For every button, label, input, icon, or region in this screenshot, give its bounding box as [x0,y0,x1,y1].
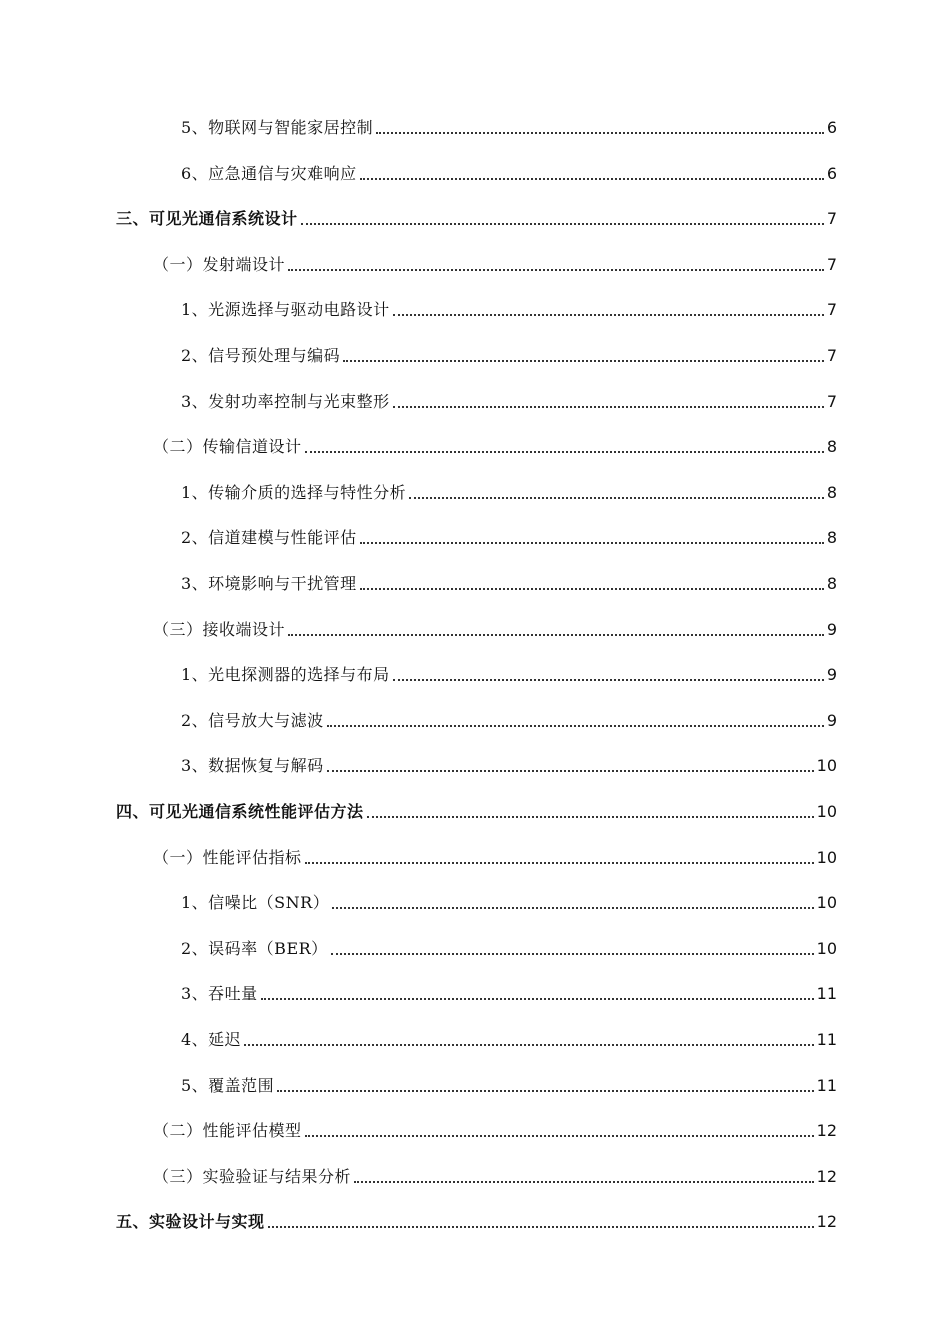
toc-entry-title: 1、信噪比（SNR） [181,893,330,913]
toc-entry-title: 5、物联网与智能家居控制 [181,118,374,137]
toc-entry[interactable] [181,108,837,138]
toc-dot-leader [305,451,824,453]
toc-entry-title: 3、吞吐量 [181,984,258,1004]
toc-entry[interactable] [153,838,837,868]
toc-entry-title: 2、信号放大与滤波 [181,710,324,730]
toc-entry-page-number: 8 [826,437,837,457]
toc-dot-leader [376,132,824,134]
toc-entry-page-number: 8 [826,482,837,502]
toc-dot-leader [360,178,824,180]
toc-entry[interactable] [181,701,837,731]
toc-entry[interactable] [116,199,837,229]
toc-entry-page-number: 7 [826,391,837,411]
toc-dot-leader [332,907,813,909]
toc-dot-leader [327,770,814,772]
toc-entry[interactable] [181,382,837,412]
toc-entry[interactable] [181,1020,837,1050]
toc-entry-page-number: 11 [816,1075,837,1095]
toc-entry[interactable] [181,154,837,184]
toc-entry-title: 6、应急通信与灾难响应 [181,163,357,183]
toc-entry-page-number: 12 [816,1212,837,1232]
toc-entry-title: （二）传输信道设计 [153,437,302,457]
toc-entry-page-number: 9 [826,665,837,685]
toc-dot-leader [268,1226,814,1228]
toc-entry-page-number: 12 [816,1121,837,1141]
toc-dot-leader [409,497,824,499]
toc-entry[interactable] [116,792,837,822]
toc-dot-leader [367,816,814,818]
toc-entry-page-number: 10 [816,938,837,958]
toc-entry[interactable] [153,1157,837,1187]
toc-entry-title: 四、可见光通信系统性能评估方法 [116,802,364,821]
toc-entry-page-number: 9 [826,619,837,639]
toc-entry[interactable] [116,1202,837,1232]
toc-entry-page-number: 11 [816,1030,837,1049]
toc-dot-leader [244,1044,813,1046]
toc-entry-title: 3、环境影响与干扰管理 [181,574,357,593]
toc-dot-leader [360,588,824,590]
toc-entry-title: （三）实验验证与结果分析 [153,1166,352,1186]
toc-entry-title: 五、实验设计与实现 [116,1212,265,1232]
toc-entry-title: 2、信号预处理与编码 [181,346,341,365]
toc-dot-leader [360,542,824,544]
toc-entry-page-number: 10 [816,802,837,821]
toc-entry-page-number: 9 [826,710,837,730]
toc-entry[interactable] [181,518,837,548]
toc-dot-leader [331,953,814,955]
toc-dot-leader [277,1090,813,1092]
toc-entry-title: 1、传输介质的选择与特性分析 [181,482,407,502]
toc-dot-leader [305,1135,814,1137]
toc-entry[interactable] [181,929,837,959]
toc-entry-title: 三、可见光通信系统设计 [116,209,298,229]
toc-entry-page-number: 6 [826,118,837,137]
toc-entry-page-number: 10 [816,756,837,776]
toc-entry[interactable] [181,473,837,503]
toc-entry-page-number: 6 [826,163,837,183]
toc-dot-leader [301,223,824,225]
toc-entry-title: 1、光源选择与驱动电路设计 [181,300,390,320]
toc-entry-page-number: 8 [826,574,837,593]
toc-entry[interactable] [153,427,837,457]
toc-entry-page-number: 10 [816,847,837,867]
toc-entry-title: （一）发射端设计 [153,254,286,274]
toc-entry[interactable] [181,883,837,913]
toc-entry-page-number: 7 [826,254,837,274]
toc-dot-leader [305,862,814,864]
toc-entry-title: （一）性能评估指标 [153,847,302,867]
toc-entry-title: （二）性能评估模型 [153,1121,302,1141]
toc-entry-page-number: 7 [826,300,837,320]
toc-dot-leader [393,679,824,681]
toc-entry[interactable] [181,336,837,366]
toc-dot-leader [327,725,824,727]
toc-entry[interactable] [181,655,837,685]
toc-entry-page-number: 8 [826,528,837,548]
toc-entry[interactable] [153,1111,837,1141]
toc-dot-leader [354,1181,814,1183]
toc-entry[interactable] [181,564,837,594]
toc-entry-title: （三）接收端设计 [153,619,286,639]
toc-dot-leader [393,406,824,408]
toc-entry-page-number: 10 [816,893,837,913]
toc-entry-page-number: 7 [826,346,837,365]
toc-dot-leader [343,360,824,362]
toc-entry-title: 3、数据恢复与解码 [181,756,324,776]
toc-entry-title: 5、覆盖范围 [181,1075,275,1095]
toc-entry-title: 1、光电探测器的选择与布局 [181,665,390,685]
toc-entry-title: 3、发射功率控制与光束整形 [181,391,390,411]
toc-entry[interactable] [153,245,837,275]
toc-entry[interactable] [153,610,837,640]
toc-entry-title: 2、信道建模与性能评估 [181,528,357,548]
toc-entry[interactable] [181,1066,837,1096]
toc-entry-page-number: 11 [816,984,837,1004]
toc-entry-page-number: 12 [816,1166,837,1186]
toc-entry[interactable] [181,746,837,776]
toc-entry[interactable] [181,974,837,1004]
toc-dot-leader [288,269,824,271]
toc-entry-title: 4、延迟 [181,1030,242,1049]
toc-entry-page-number: 7 [826,209,837,229]
toc-dot-leader [288,634,824,636]
toc-entry[interactable] [181,290,837,320]
toc-entry-title: 2、误码率（BER） [181,938,328,958]
toc-dot-leader [261,998,814,1000]
toc-dot-leader [393,314,824,316]
